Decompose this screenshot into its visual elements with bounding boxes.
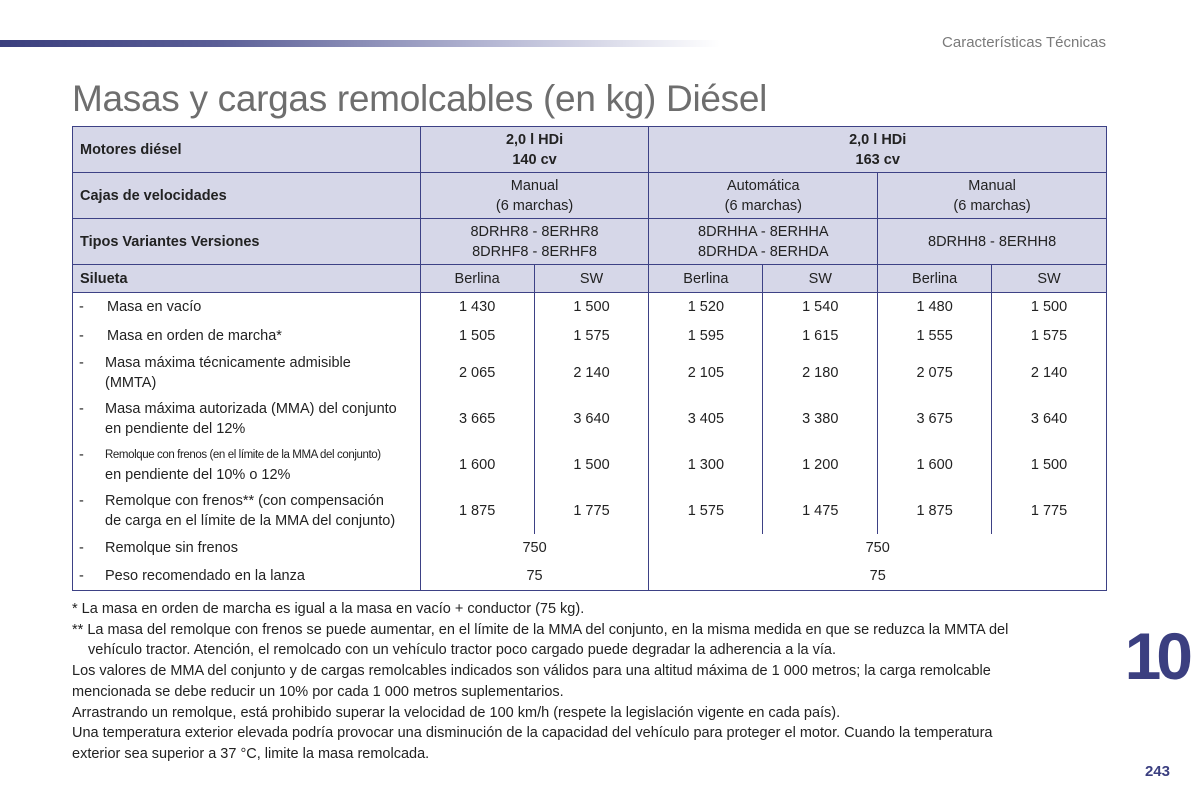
row-label: Masa en orden de marcha* <box>107 327 282 344</box>
variant-code: 8DRHF8 - 8ERHF8 <box>472 243 597 260</box>
row-label: Peso recomendado en la lanza <box>105 568 305 585</box>
value-cell: 3 640 <box>992 396 1107 442</box>
row-label: en pendiente del 10% o 12% <box>105 466 291 483</box>
body-row <box>73 265 1107 293</box>
body-cell: Berlina <box>878 265 992 293</box>
value-cell: 1 500 <box>992 442 1107 488</box>
value-cell: 1 600 <box>878 442 992 488</box>
engine-name: 2,0 l HDi <box>505 131 564 148</box>
engine-name: 2,0 l HDi <box>849 131 907 148</box>
value-cell: 2 105 <box>649 350 763 396</box>
value-cell: 1 500 <box>992 293 1107 322</box>
table-row <box>73 396 1107 442</box>
gearbox-cell <box>878 173 1107 219</box>
variant-code: 8DRHDA - 8ERHDA <box>698 243 829 260</box>
value-cell: 1 575 <box>534 322 649 350</box>
variant-cell <box>420 219 649 265</box>
gearbox-type: Automática <box>727 177 800 194</box>
value-cell: 1 300 <box>649 442 763 488</box>
footnotes <box>72 599 1082 765</box>
footnote: mencionada se debe reducir un 10% por cada 1 000 metros suplementarios. <box>72 683 564 700</box>
table-row <box>73 442 1107 488</box>
value-cell: 1 500 <box>534 442 649 488</box>
variant-code: 8DRHH8 - 8ERHH8 <box>928 233 1057 250</box>
gearbox-label: Cajas de velocidades <box>73 173 421 219</box>
value-cell: 2 065 <box>420 350 534 396</box>
value-cell: 2 075 <box>878 350 992 396</box>
value-cell: 750 <box>420 534 649 563</box>
page-number: 243 <box>1144 763 1170 780</box>
table-row <box>73 488 1107 534</box>
gearbox-row <box>73 173 1107 219</box>
value-cell: 3 405 <box>649 396 763 442</box>
table-row <box>73 322 1107 350</box>
value-cell: 1 430 <box>420 293 534 322</box>
value-cell: 1 480 <box>878 293 992 322</box>
gearbox-gears: (6 marchas) <box>953 197 1031 214</box>
row-description <box>73 322 421 350</box>
row-label: Remolque sin frenos <box>105 540 238 556</box>
footnote: vehículo tractor. Atención, el remolcado con un vehículo tractor poco cargado puede degradar la adherencia a la vía. <box>88 642 837 659</box>
row-label: Masa en vacío <box>107 299 202 316</box>
table-row <box>73 563 1107 591</box>
engine-label: Motores diésel <box>73 127 421 173</box>
gearbox-gears: (6 marchas) <box>724 197 802 214</box>
value-cell: 3 380 <box>763 396 878 442</box>
row-label: Masa máxima autorizada (MMA) del conjunto <box>105 400 397 417</box>
variant-cell <box>878 219 1107 265</box>
section-title: Características Técnicas <box>942 34 1106 51</box>
value-cell: 1 615 <box>763 322 878 350</box>
value-cell: 1 875 <box>878 488 992 534</box>
body-cell: Berlina <box>649 265 763 293</box>
row-description <box>73 293 421 322</box>
footnote: exterior sea superior a 37 °C, limite la masa remolcada. <box>72 745 430 762</box>
gearbox-gears: (6 marchas) <box>495 197 574 214</box>
dash-mark: - <box>79 540 84 556</box>
dash-mark: - <box>79 492 84 509</box>
variant-cell <box>649 219 878 265</box>
value-cell: 3 665 <box>420 396 534 442</box>
footnote: * La masa en orden de marcha es igual a la masa en vacío + conductor (75 kg). <box>72 601 585 617</box>
body-label: Silueta <box>73 265 421 293</box>
value-cell: 75 <box>649 563 1107 591</box>
header-decorative-bar <box>0 40 720 47</box>
value-cell: 3 640 <box>534 396 649 442</box>
footnote: ** La masa del remolque con frenos se puede aumentar, en el límite de la MMA del conjunto, en la misma medida en que se reduzca la MMTA del <box>72 621 1009 638</box>
mass-table <box>72 126 1107 591</box>
value-cell: 1 200 <box>763 442 878 488</box>
engine-cell <box>420 127 649 173</box>
dash-mark: - <box>79 327 84 344</box>
value-cell: 1 600 <box>420 442 534 488</box>
value-cell: 3 675 <box>878 396 992 442</box>
row-description <box>73 534 421 563</box>
row-description <box>73 442 421 488</box>
gearbox-type: Manual <box>968 177 1016 194</box>
footnote: Una temperatura exterior elevada podría provocar una disminución de la capacidad del vehículo para proteger el motor. Cuando la temperatura <box>72 725 993 742</box>
footnote: Los valores de MMA del conjunto y de cargas remolcables indicados son válidos para una altitud máxima de 1 000 metros; la carga remolcable <box>72 663 991 680</box>
value-cell: 1 505 <box>420 322 534 350</box>
dash-mark: - <box>79 400 84 417</box>
gearbox-cell <box>649 173 878 219</box>
page-title: Masas y cargas remolcables (en kg) Diésel <box>72 78 768 119</box>
footnote: Arrastrando un remolque, está prohibido superar la velocidad de 100 km/h (respete la legislación vigente en cada país). <box>72 704 841 721</box>
value-cell: 2 140 <box>534 350 649 396</box>
value-cell: 1 540 <box>763 293 878 322</box>
variant-code: 8DRHR8 - 8ERHR8 <box>470 223 599 240</box>
value-cell: 2 140 <box>992 350 1107 396</box>
value-cell: 1 520 <box>649 293 763 322</box>
dash-mark: - <box>79 299 84 316</box>
body-cell: SW <box>534 265 649 293</box>
table-row <box>73 350 1107 396</box>
body-cell: SW <box>763 265 878 293</box>
chapter-number: 10 <box>1124 619 1188 693</box>
engine-power: 140 cv <box>512 151 557 168</box>
value-cell: 750 <box>649 534 1107 563</box>
value-cell: 1 575 <box>992 322 1107 350</box>
row-label: de carga en el límite de la MMA del conjunto) <box>105 512 396 529</box>
row-label: en pendiente del 12% <box>105 420 246 437</box>
value-cell: 75 <box>420 563 649 591</box>
value-cell: 1 775 <box>992 488 1107 534</box>
value-cell: 1 500 <box>534 293 649 322</box>
value-cell: 1 575 <box>649 488 763 534</box>
gearbox-cell <box>420 173 649 219</box>
value-cell: 2 180 <box>763 350 878 396</box>
row-description <box>73 488 421 534</box>
value-cell: 1 555 <box>878 322 992 350</box>
value-cell: 1 875 <box>420 488 534 534</box>
engine-row <box>73 127 1107 173</box>
value-cell: 1 595 <box>649 322 763 350</box>
table-row <box>73 534 1107 563</box>
dash-mark: - <box>79 446 84 463</box>
body-cell: SW <box>992 265 1107 293</box>
variants-label: Tipos Variantes Versiones <box>73 219 421 265</box>
gearbox-type: Manual <box>510 177 559 194</box>
engine-power: 163 cv <box>855 151 900 168</box>
row-label: Remolque con frenos (en el límite de la MMA del conjunto) <box>105 448 381 461</box>
row-label: Masa máxima técnicamente admisible <box>105 354 351 371</box>
dash-mark: - <box>79 568 84 585</box>
row-label: (MMTA) <box>105 374 157 391</box>
value-cell: 1 475 <box>763 488 878 534</box>
variant-code: 8DRHHA - 8ERHHA <box>698 223 829 240</box>
variants-row <box>73 219 1107 265</box>
body-cell: Berlina <box>420 265 534 293</box>
value-cell: 1 775 <box>534 488 649 534</box>
row-description <box>73 563 421 591</box>
dash-mark: - <box>79 354 84 371</box>
row-description <box>73 350 421 396</box>
engine-cell <box>649 127 1107 173</box>
row-description <box>73 396 421 442</box>
table-row <box>73 293 1107 322</box>
row-label: Remolque con frenos** (con compensación <box>105 492 384 509</box>
